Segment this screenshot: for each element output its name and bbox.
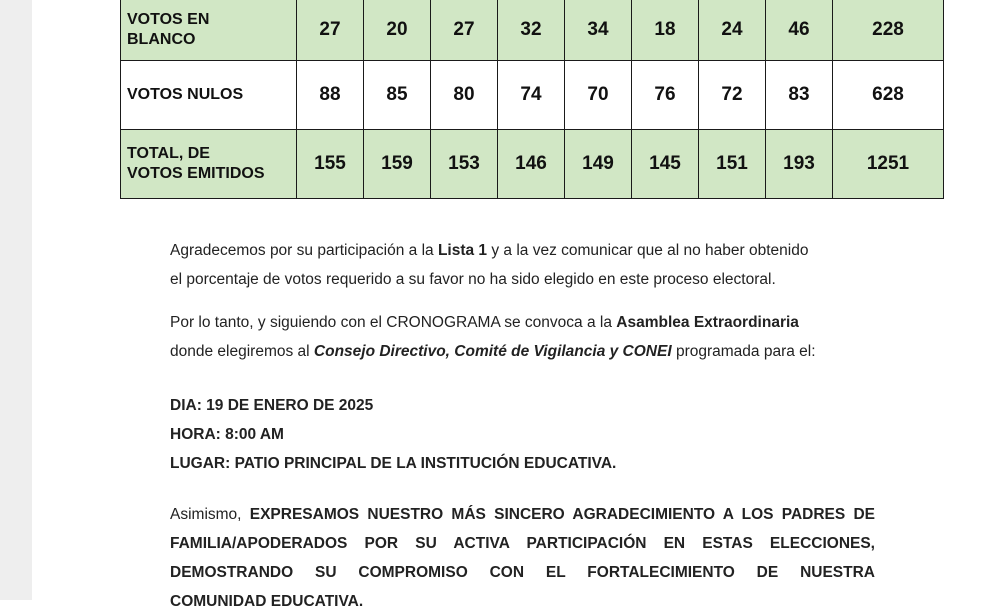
table-cell: 24	[699, 0, 766, 61]
row-total-votos-emitidos	[121, 130, 944, 199]
table-cell-total: 628	[833, 61, 944, 130]
row-votos-nulos	[121, 61, 944, 130]
table-cell: 72	[699, 61, 766, 130]
table-cell: 145	[632, 130, 699, 199]
table-cell: 46	[766, 0, 833, 61]
table-cell-total: 228	[833, 0, 944, 61]
table-cell: 153	[431, 130, 498, 199]
table-cell: 34	[565, 0, 632, 61]
table-cell: 193	[766, 130, 833, 199]
row-label: VOTOS EN BLANCO	[121, 0, 297, 61]
schedule-block	[170, 391, 890, 478]
table-cell: 70	[565, 61, 632, 130]
table-cell: 76	[632, 61, 699, 130]
table-cell: 83	[766, 61, 833, 130]
paragraph-lista-1: Agradecemos por su participación a la Lista 1 y a la vez comunicar que al no haber obtenido el porcentaje de votos requerido a su favor no ha sido elegido en este proceso electoral.	[170, 242, 809, 288]
schedule-place: LUGAR: PATIO PRINCIPAL DE LA INSTITUCIÓN EDUCATIVA.	[170, 455, 617, 472]
table-cell: 27	[297, 0, 364, 61]
paragraph-asamblea: Por lo tanto, y siguiendo con el CRONOGRAMA se convoca a la Asamblea Extraordinaria donde elegiremos al Consejo Directivo, Comité de Vigilancia y CONEI programada para el:	[170, 314, 816, 360]
table-cell: 80	[431, 61, 498, 130]
table-cell: 155	[297, 130, 364, 199]
table-cell: 151	[699, 130, 766, 199]
row-label: TOTAL, DE VOTOS EMITIDOS	[121, 130, 297, 199]
table-cell-total: 1251	[833, 130, 944, 199]
row-label: VOTOS NULOS	[121, 61, 297, 130]
votes-table	[120, 0, 944, 199]
table-cell: 85	[364, 61, 431, 130]
table-cell: 74	[498, 61, 565, 130]
table-cell: 159	[364, 130, 431, 199]
table-cell: 18	[632, 0, 699, 61]
paragraph-agradecimiento: Asimismo, EXPRESAMOS NUESTRO MÁS SINCERO AGRADECIMIENTO A LOS PADRES DE FAMILIA/APODERADOS POR SU ACTIVA PARTICIPACIÓN EN ESTAS ELECCIONES, DEMOSTRANDO SU COMPROMISO CON EL FORTALECIMIENTO DE NUESTRA COMUNIDAD EDUCATIVA.	[170, 506, 875, 610]
table-cell: 146	[498, 130, 565, 199]
schedule-day: DIA: 19 DE ENERO DE 2025	[170, 397, 374, 414]
table-cell: 88	[297, 61, 364, 130]
table-cell: 149	[565, 130, 632, 199]
table-cell: 32	[498, 0, 565, 61]
table-cell: 20	[364, 0, 431, 61]
schedule-time: HORA: 8:00 AM	[170, 426, 284, 443]
table-cell: 27	[431, 0, 498, 61]
viewer-left-margin	[0, 0, 32, 600]
row-votos-en-blanco	[121, 0, 944, 61]
